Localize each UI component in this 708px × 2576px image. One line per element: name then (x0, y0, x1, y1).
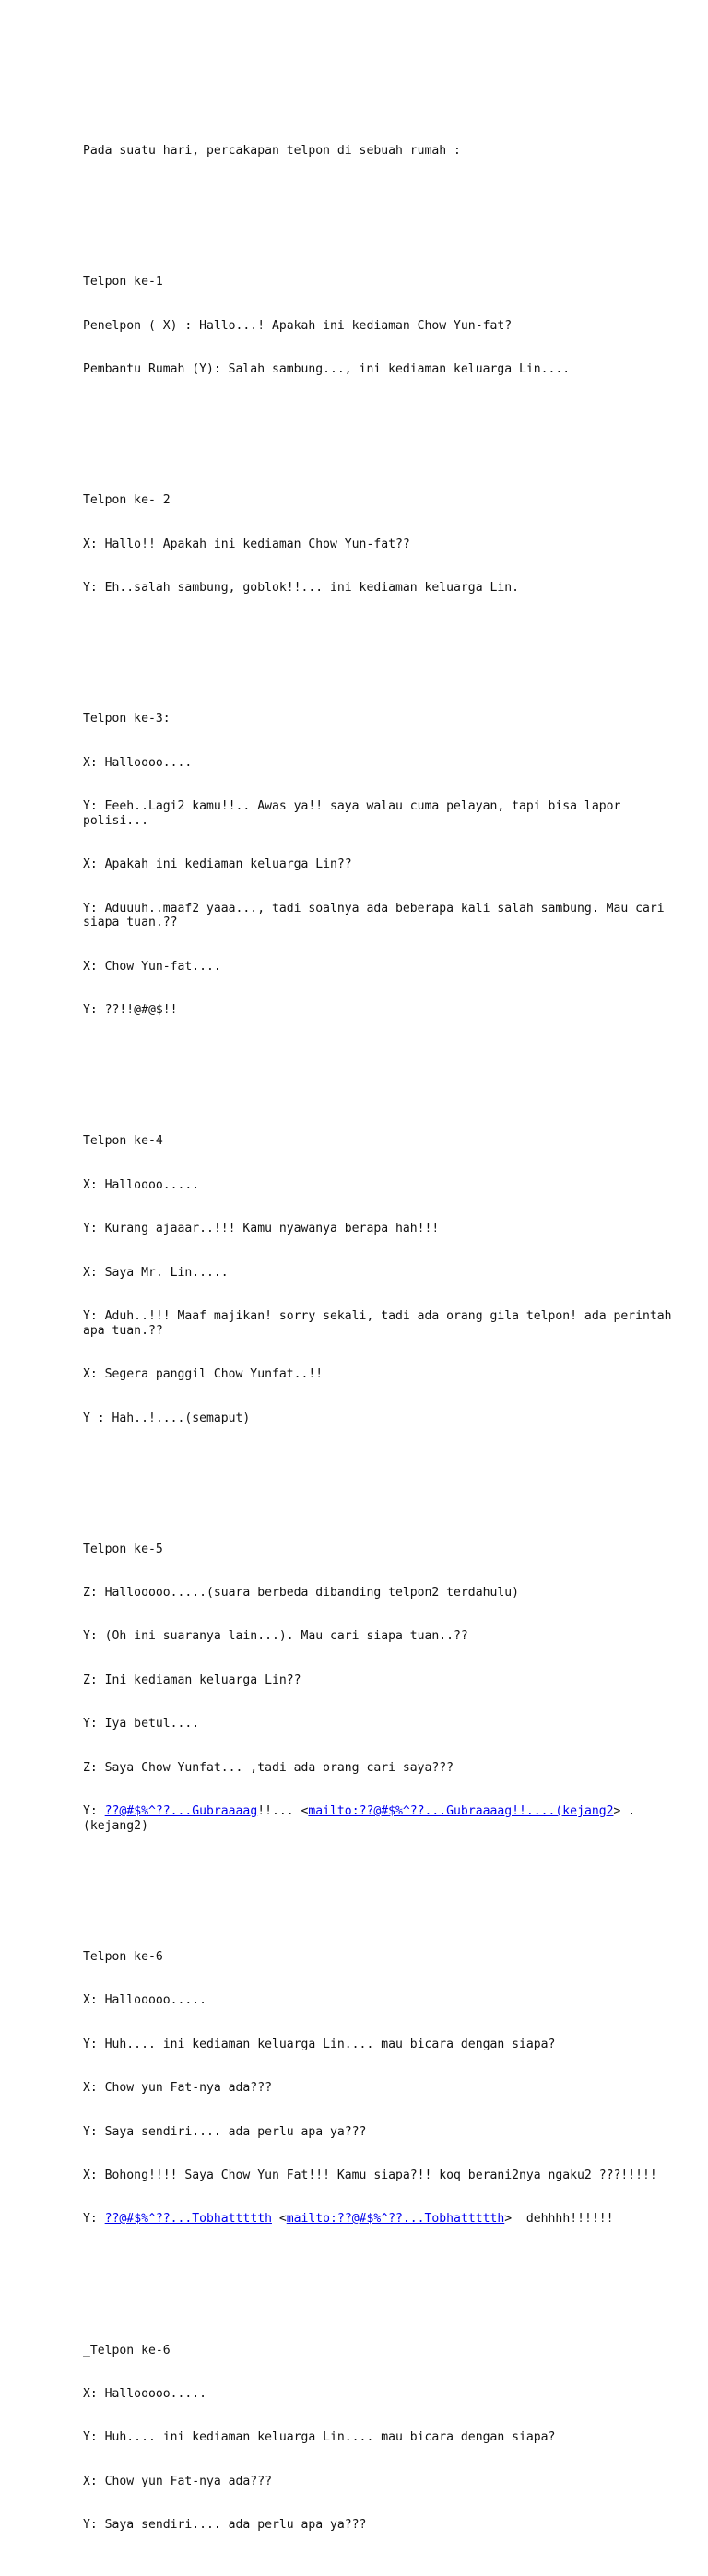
call-6-repeat-line: X: Hallooooo..... (83, 2386, 207, 2401)
document-body (83, 86, 691, 2576)
intro-paragraph (83, 115, 691, 188)
intro-text: Pada suatu hari, percakapan telpon di sebuah rumah : (83, 144, 461, 159)
call-4-line: X: Saya Mr. Lin..... (83, 1265, 229, 1280)
call-4-line: Y: Aduh..!!! Maaf majikan! sorry sekali, tadi ada orang gila telpon! ada perintah apa tuan.?? (83, 1308, 679, 1338)
call-1-line: Penelpon ( X) : Hallo...! Apakah ini kediaman Chow Yun-fat? (83, 318, 513, 333)
call-6-repeat-line: Y: Huh.... ini kediaman keluarga Lin.... mau bicara dengan siapa? (83, 2430, 556, 2445)
call-5-suffix: > .(kejang2) (83, 1804, 636, 1833)
call-2-section (83, 465, 691, 625)
call-4-line: Y : Hah..!....(semaput) (83, 1411, 251, 1425)
call-2-line: X: Hallo!! Apakah ini kediaman Chow Yun-fat?? (83, 537, 410, 551)
call-6-line: X: Chow yun Fat-nya ada??? (83, 2081, 272, 2096)
call-5-line: Z: Hallooooo.....(suara berbeda dibanding telpon2 terdahulu) (83, 1586, 519, 1601)
gubraaaag-link[interactable]: ??@#$%^??...Gubraaaag (104, 1804, 258, 1819)
call-3-line: Y: ??!!@#@$!! (83, 1003, 178, 1018)
call-6-line: X: Bohong!!!! Saya Chow Yun Fat!!! Kamu siapa?!! koq berani2nya ngaku2 ???!!!!! (83, 2168, 657, 2182)
call-5-line: Z: Saya Chow Yunfat... ,tadi ada orang cari saya??? (83, 1760, 454, 1775)
call-6-line: X: Hallooooo..... (83, 1993, 207, 2008)
call-6-last-prefix: Y: (83, 2212, 105, 2227)
call-6-line: Y: Saya sendiri.... ada perlu apa ya??? (83, 2124, 367, 2139)
call-5-section (83, 1513, 691, 1862)
call-5-line: Y: Iya betul.... (83, 1717, 200, 1731)
call-4-line: X: Halloooo..... (83, 1177, 200, 1192)
call-3-line: X: Apakah ini kediaman keluarga Lin?? (83, 857, 352, 872)
call-3-heading: Telpon ke-3: (83, 712, 171, 727)
call-1-line: Pembantu Rumah (Y): Salah sambung..., ini kediaman keluarga Lin.... (83, 362, 571, 377)
call-3-line: Y: Eeeh..Lagi2 kamu!!.. Awas ya!! saya walau cuma pelayan, tapi bisa lapor polisi... (83, 799, 629, 828)
call-2-heading: Telpon ke- 2 (83, 493, 171, 508)
tobhattttth-mailto-link[interactable]: mailto:??@#$%^??...Tobhattttth (286, 2212, 505, 2227)
call-5-middle-text: !!... < (257, 1804, 309, 1819)
call-5-heading: Telpon ke-5 (83, 1542, 163, 1556)
gubraaaag-mailto-link[interactable]: mailto:??@#$%^??...Gubraaaag!!....(kejang2 (308, 1804, 614, 1819)
call-6-repeat-line: X: Chow yun Fat-nya ada??? (83, 2474, 272, 2488)
call-4-line: X: Segera panggil Chow Yunfat..!! (83, 1367, 324, 1382)
call-6-repeat-heading: _Telpon ke-6 (83, 2343, 171, 2357)
call-5-last-prefix: Y: (83, 1804, 105, 1819)
call-5-line: Z: Ini kediaman keluarga Lin?? (83, 1672, 301, 1687)
call-1-heading: Telpon ke-1 (83, 275, 163, 290)
call-6-section (83, 1920, 691, 2255)
call-6-line: Y: Huh.... ini kediaman keluarga Lin.... mau bicara dengan siapa? (83, 2037, 556, 2051)
call-6-middle-text: < (271, 2212, 287, 2227)
call-5-last-line (83, 1804, 691, 1834)
call-6-last-line (83, 2212, 691, 2227)
call-4-line: Y: Kurang ajaaar..!!! Kamu nyawanya berapa hah!!! (83, 1222, 440, 1236)
tobhattttth-link[interactable]: ??@#$%^??...Tobhattttth (104, 2212, 272, 2227)
call-5-line: Y: (Oh ini suaranya lain...). Mau cari siapa tuan..?? (83, 1629, 468, 1644)
call-6-repeat-section (83, 2314, 691, 2562)
call-3-section (83, 683, 691, 1047)
call-3-line: X: Chow Yun-fat.... (83, 959, 221, 974)
call-1-section (83, 246, 691, 407)
call-6-repeat-line: Y: Saya sendiri.... ada perlu apa ya??? (83, 2518, 367, 2533)
call-3-line: Y: Aduuuh..maaf2 yaaa..., tadi soalnya ada beberapa kali salah sambung. Mau cari siapa tuan.?? (83, 901, 672, 930)
call-3-line: X: Halloooo.... (83, 755, 193, 770)
call-4-section (83, 1105, 691, 1455)
call-2-line: Y: Eh..salah sambung, goblok!!... ini kediaman keluarga Lin. (83, 581, 519, 596)
call-4-heading: Telpon ke-4 (83, 1134, 163, 1149)
call-6-suffix: > dehhhh!!!!!! (504, 2212, 614, 2227)
call-6-heading: Telpon ke-6 (83, 1950, 163, 1964)
